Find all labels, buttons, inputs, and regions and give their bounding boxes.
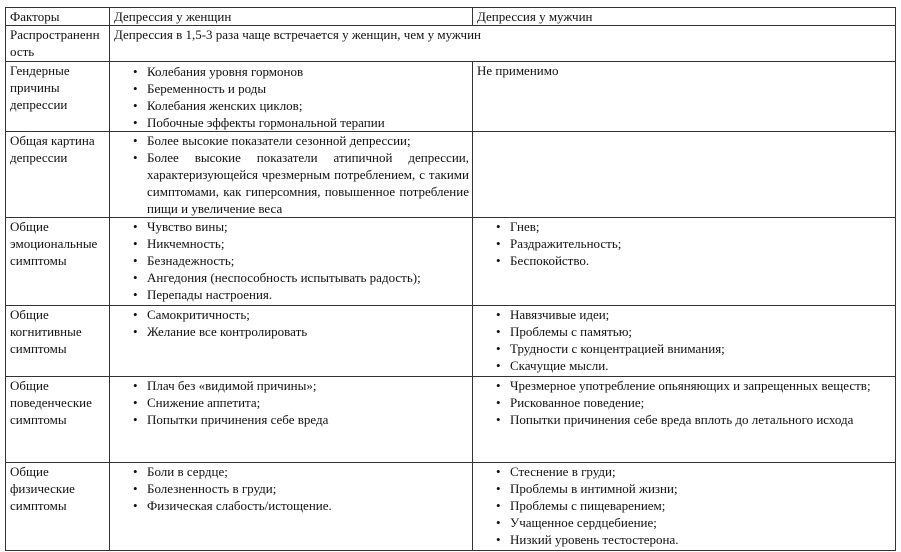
list-item: • Физическая слабость/истощение.: [133, 497, 469, 514]
table-row-emotional: [6, 218, 896, 306]
women-list: [114, 132, 469, 217]
women-list: [114, 306, 469, 340]
header-factors: Факторы: [6, 8, 110, 26]
list-item: • Навязчивые идеи;: [496, 306, 892, 323]
table-header-row: [6, 8, 896, 26]
women-list: [114, 377, 469, 428]
women-cell: [110, 463, 473, 551]
header-women: Депрессия у женщин: [110, 8, 473, 26]
list-item: • Проблемы с памятью;: [496, 323, 892, 340]
list-item: • Более высокие показатели атипичной депрессии, характеризующейся чрезмерным потреблением, с такими симптомами, как гиперсомния, повышенное потребление пищи и увеличение веса: [133, 149, 469, 217]
list-item: • Проблемы в интимной жизни;: [496, 480, 892, 497]
row-factor-label: Общие физические симптомы: [6, 463, 110, 551]
list-item: • Чувство вины;: [133, 218, 469, 235]
men-cell: [473, 306, 896, 377]
list-item: • Скачущие мысли.: [496, 357, 892, 374]
row-factor-label: Гендерные причины депрессии: [6, 62, 110, 132]
table-row-cognitive: [6, 306, 896, 377]
list-item: • Низкий уровень тестостерона.: [496, 531, 892, 548]
row-factor-label: Общие эмоциональные симптомы: [6, 218, 110, 306]
list-item: • Боли в сердце;: [133, 463, 469, 480]
list-item: • Гнев;: [496, 218, 892, 235]
depression-comparison-table: [5, 7, 896, 551]
list-item: • Проблемы с пищеварением;: [496, 497, 892, 514]
women-cell: [110, 377, 473, 463]
list-item: • Безнадежность;: [133, 252, 469, 269]
women-cell: [110, 218, 473, 306]
men-list: [477, 306, 892, 374]
women-list: [114, 218, 469, 303]
list-item: • Колебания уровня гормонов: [133, 63, 469, 80]
list-item: • Болезненность в груди;: [133, 480, 469, 497]
men-cell: Не применимо: [473, 62, 896, 132]
table-row-gender-causes: [6, 62, 896, 132]
list-item: • Попытки причинения себе вреда: [133, 411, 469, 428]
women-cell: [110, 306, 473, 377]
prevalence-shared-cell: Депрессия в 1,5-3 раза чаще встречается у женщин, чем у мужчин: [110, 26, 896, 62]
list-item: • Учащенное сердцебиение;: [496, 514, 892, 531]
men-list: [477, 463, 892, 548]
list-item: • Беременность и роды: [133, 80, 469, 97]
list-item: • Более высокие показатели сезонной депрессии;: [133, 132, 469, 149]
list-item: • Рискованное поведение;: [496, 394, 892, 411]
list-item: • Плач без «видимой причины»;: [133, 377, 469, 394]
list-item: • Перепады настроения.: [133, 286, 469, 303]
table-row-overall-picture: [6, 132, 896, 218]
list-item: • Попытки причинения себе вреда вплоть до летального исхода: [496, 411, 892, 428]
list-item: • Побочные эффекты гормональной терапии: [133, 114, 469, 131]
table-row-physical: [6, 463, 896, 551]
women-list: [114, 63, 469, 131]
men-cell: [473, 463, 896, 551]
row-factor-label: Общие когнитивные симптомы: [6, 306, 110, 377]
women-cell: [110, 132, 473, 218]
men-cell: [473, 377, 896, 463]
men-list: [477, 377, 892, 428]
list-item: • Трудности с концентрацией внимания;: [496, 340, 892, 357]
table-row-prevalence: [6, 26, 896, 62]
list-item: • Стеснение в груди;: [496, 463, 892, 480]
men-list: [477, 218, 892, 269]
list-item: • Колебания женских циклов;: [133, 97, 469, 114]
list-item: • Ангедония (неспособность испытывать радость);: [133, 269, 469, 286]
men-cell-empty: [473, 132, 896, 218]
men-cell: [473, 218, 896, 306]
list-item: • Самокритичность;: [133, 306, 469, 323]
list-item: • Никчемность;: [133, 235, 469, 252]
factor-text: Распространенность: [10, 27, 100, 59]
list-item: • Беспокойство.: [496, 252, 892, 269]
women-list: [114, 463, 469, 514]
list-item: • Раздражительность;: [496, 235, 892, 252]
row-factor-label: Общие поведенческие симптомы: [6, 377, 110, 463]
row-factor-label: Общая картина депрессии: [6, 132, 110, 218]
row-factor-label: [6, 26, 110, 62]
list-item: • Снижение аппетита;: [133, 394, 469, 411]
list-item: • Желание все контролировать: [133, 323, 469, 340]
header-men: Депрессия у мужчин: [473, 8, 896, 26]
list-item: • Чрезмерное употребление опьяняющих и запрещенных веществ;: [496, 377, 892, 394]
table-row-behavioral: [6, 377, 896, 463]
women-cell: [110, 62, 473, 132]
